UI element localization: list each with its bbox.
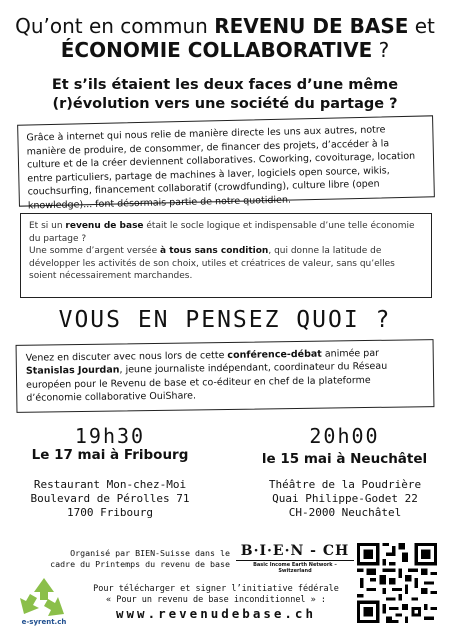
bien-logo-subtitle: Basic Income Earth Network – Switzerland [236,560,354,574]
invitation-text: Venez en discuter avec nous lors de cette conférence-débat animée par Stanislas Jourdan, jeune journaliste indépendant, coordinateur du Réseau européen pour le Revenu de base et co-éditeur en chef de la plateforme d’économie collaborative OuiShare. [25,347,388,404]
event-address-neuchatel [250,478,440,520]
question-heading: VOUS EN PENSEZ QUOI ? [58,307,392,333]
website-link[interactable]: www.revenudebase.ch [116,606,316,621]
esyrent-logo [14,574,74,626]
organizer-note [40,548,230,570]
event-date-fribourg: Le 17 mai à Fribourg [31,447,189,463]
download-line: « Pour un revenu de base inconditionnel » : [105,595,327,605]
address-line: Boulevard de Pérolles 71 [30,492,190,505]
address-line: Quai Philippe-Godet 22 [272,492,418,505]
address-line: Théâtre de la Poudrière [268,478,422,491]
event-address-fribourg [12,478,208,520]
proposal-box [20,213,432,298]
proposal-question: Et si un revenu de base était le socle logique et indispensable d’une telle économie du partage ? [29,221,415,244]
address-line: Restaurant Mon-chez-Moi [33,478,187,491]
bien-logo-name: B·I·E·N - CH [240,543,350,559]
organizer-line: Organisé par BIEN-Suisse dans le [70,548,230,558]
download-line: Pour télécharger et signer l’initiative fédérale [93,584,339,594]
qr-code-icon[interactable] [357,543,437,623]
esyrent-label: e-syrent.ch [21,618,67,626]
intro-text: Grâce à internet qui nous relie de manière directe les uns aux autres, notre manière de produire, de consommer, de financer des projets, d’accéder à la culture et de la créer deviennent collaboratives. Coworking, covoiturage, location entre particuliers, partage de machines à laver, logiciels open source, wikis, couchsurfing, financement collaboratif (crowdfunding), culture libre (open knowledge)... font désormais partie de notre quotidien. [26,124,416,212]
address-line: 1700 Fribourg [66,506,154,519]
download-note [80,584,352,606]
address-line: CH-2000 Neuchâtel [288,506,402,519]
event-date-neuchatel: le 15 mai à Neuchâtel [261,451,428,467]
proposal-definition: Une somme d’argent versée à tous sans condition, qui donne la latitude de développer les activités de son choix, utiles et créatrices de valeur, sans qu’elles soient nécessairement marchandes. [29,246,395,281]
recycle-icon [14,574,74,626]
subtitle: Et s’ils étaient les deux faces d’une même (r)évolution vers une société du partage ? [51,77,399,112]
event-time-fribourg: 19h30 [74,424,146,448]
title-line-1: Qu’ont en commun REVENU DE BASE et [15,14,435,38]
title-line-2: ÉCONOMIE COLLABORATIVE ? [60,38,390,62]
invitation-box [16,339,435,413]
organizer-line: cadre du Printemps du revenu de base [50,559,230,569]
intro-box [17,115,435,212]
event-time-neuchatel: 20h00 [309,424,380,448]
bien-ch-logo [236,543,354,574]
